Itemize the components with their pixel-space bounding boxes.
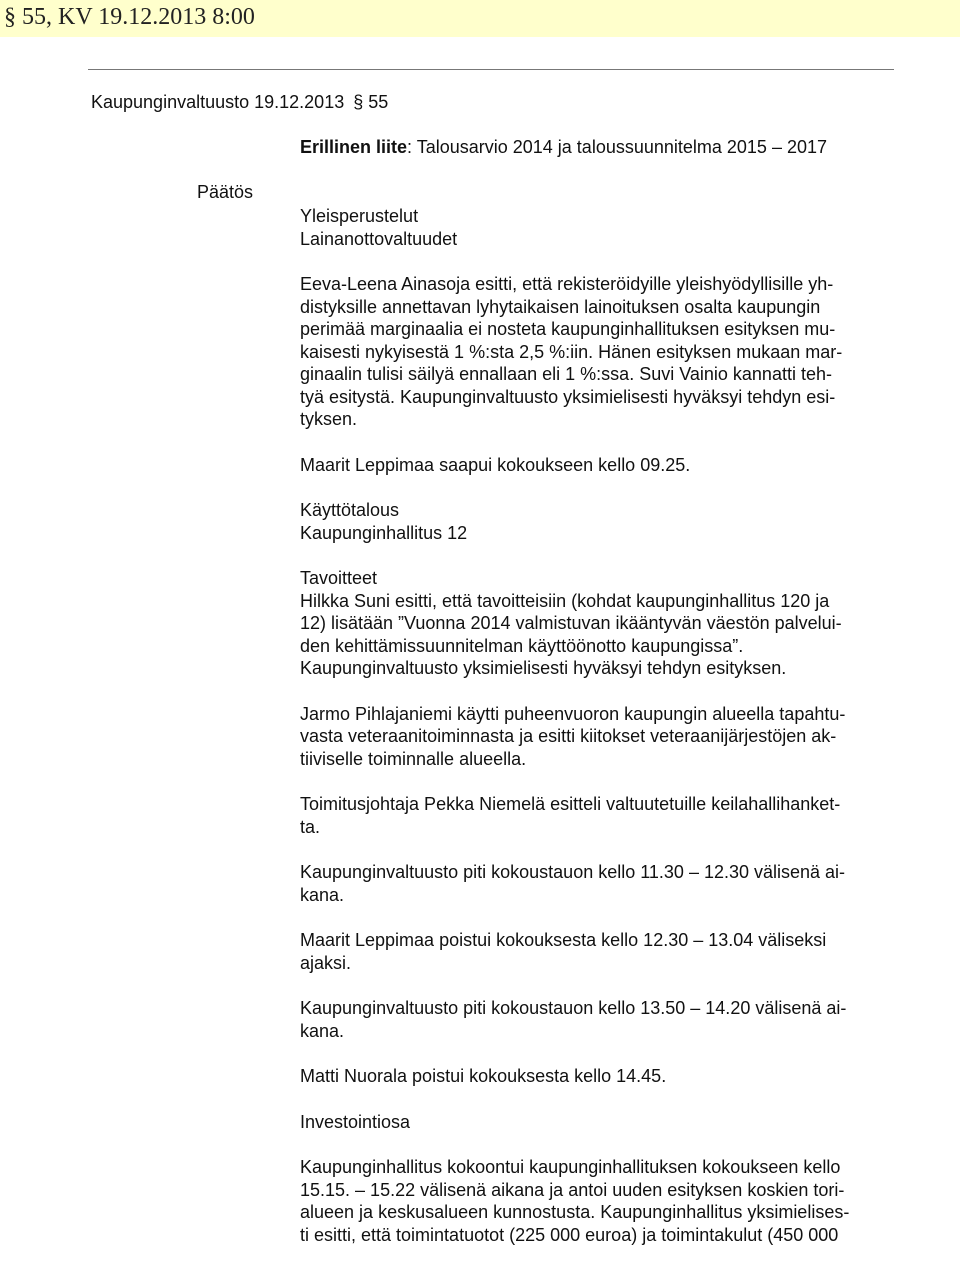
paragraph-headings — [300, 205, 896, 250]
text-line: kana. — [300, 884, 345, 905]
text-line: ajaksi. — [300, 952, 352, 973]
paragraph-bowling-hall — [300, 793, 896, 838]
text-line: kana. — [300, 1020, 345, 1041]
paragraph-investment-heading — [300, 1111, 896, 1134]
text-line: Maarit Leppimaa poistui kokouksesta kello 12.30 – 13.04 väliseksi — [300, 930, 827, 950]
text-line: ta. — [300, 816, 321, 837]
text-line: Kaupunginvaltuusto yksimielisesti hyväksyi tehdyn esityksen. — [300, 658, 787, 678]
text-line: 12) lisätään ”Vuonna 2014 valmistuvan ikääntyvän väestön palvelui- — [300, 613, 842, 633]
text-line: ginaalin tulisi säilyä ennallaan eli 1 %:ssa. Suvi Vainio kannatti teh- — [300, 364, 832, 384]
attachment-label: Erillinen liite — [300, 137, 408, 157]
text-line: Investointiosa — [300, 1111, 411, 1132]
paragraph-goals — [300, 567, 896, 680]
banner-text: § 55, KV 19.12.2013 8:00 — [4, 4, 255, 30]
text-line: tyksen. — [300, 409, 358, 429]
paragraph-board-meeting — [300, 1156, 896, 1246]
paragraph-veterans — [300, 703, 896, 771]
text-line: kaisesti nykyisestä 1 %:sta 2,5 %:iin. Hänen esityksen mukaan mar- — [300, 341, 843, 362]
text-line: Kaupunginvaltuusto piti kokoustauon kello 11.30 – 12.30 välisenä ai- — [300, 862, 846, 882]
text-line: Kaupunginvaltuusto piti kokoustauon kello 13.50 – 14.20 välisenä ai- — [300, 998, 847, 1018]
attachment-description: : Talousarvio 2014 ja taloussuunnitelma 2015 – 2017 — [407, 137, 827, 157]
section-number: § 55 — [353, 92, 389, 112]
paragraph-departure — [300, 1065, 896, 1088]
text-line: ti esitti, että toimintatuotot (225 000 euroa) ja toimintakulut (450 000 — [300, 1224, 839, 1245]
text-line: Käyttötalous — [300, 500, 400, 520]
text-line: Matti Nuorala poistui kokouksesta kello 14.45. — [300, 1066, 667, 1086]
text-line: vasta veteraanitoiminnasta ja esitti kiitokset veteraanijärjestöjen ak- — [300, 726, 837, 746]
text-line: Maarit Leppimaa saapui kokoukseen kello 09.25. — [300, 454, 691, 475]
text-line: distyksille annettavan lyhytaikaisen lainoituksen osalta kaupungin — [300, 296, 821, 317]
text-line: Hilkka Suni esitti, että tavoitteisiin (kohdat kaupunginhallitus 120 ja — [300, 590, 830, 611]
text-line: Jarmo Pihlajaniemi käytti puheenvuoron kaupungin alueella tapahtu- — [300, 703, 846, 724]
header-rule — [88, 69, 894, 70]
text-line: Tavoitteet — [300, 568, 378, 588]
text-line: perimää marginaalia ei nosteta kaupunginhallituksen esityksen mu- — [300, 319, 836, 339]
text-line: Toimitusjohtaja Pekka Niemelä esitteli valtuutetuille keilahallihanket- — [300, 794, 841, 814]
text-line: 15.15. – 15.22 välisenä aikana ja antoi uuden esityksen koskien tori- — [300, 1179, 845, 1200]
attachment-title — [300, 137, 827, 158]
text-line: den kehittämissuunnitelman käyttöönotto kaupungissa”. — [300, 635, 744, 656]
text-line: Kaupunginhallitus 12 — [300, 522, 468, 543]
document-banner — [0, 0, 960, 37]
text-line: Yleisperustelut — [300, 206, 419, 226]
text-line: Kaupunginhallitus kokoontui kaupunginhallituksen kokoukseen kello — [300, 1157, 841, 1177]
text-line: Lainanottovaltuudet — [300, 228, 458, 249]
paragraph-arrival — [300, 454, 896, 477]
text-line: Eeva-Leena Ainasoja esitti, että rekisteröidyille yleishyödyllisille yh- — [300, 274, 834, 294]
text-line: tyä esitystä. Kaupunginvaltuusto yksimielisesti hyväksyi tehdyn esi- — [300, 386, 836, 407]
meeting-title: Kaupunginvaltuusto 19.12.2013 — [91, 92, 345, 112]
paragraph-absence — [300, 929, 896, 974]
paragraph-loan-proposal — [300, 273, 896, 431]
decision-label: Päätös — [197, 182, 254, 202]
paragraph-break-2 — [300, 997, 896, 1042]
paragraph-operating-budget — [300, 499, 896, 544]
document-body — [300, 205, 896, 1269]
document-header — [91, 92, 388, 113]
paragraph-break-1 — [300, 861, 896, 906]
text-line: tiiviselle toiminnalle alueella. — [300, 748, 527, 769]
text-line: alueen ja keskusalueen kunnostusta. Kaupunginhallitus yksimielises- — [300, 1202, 850, 1222]
